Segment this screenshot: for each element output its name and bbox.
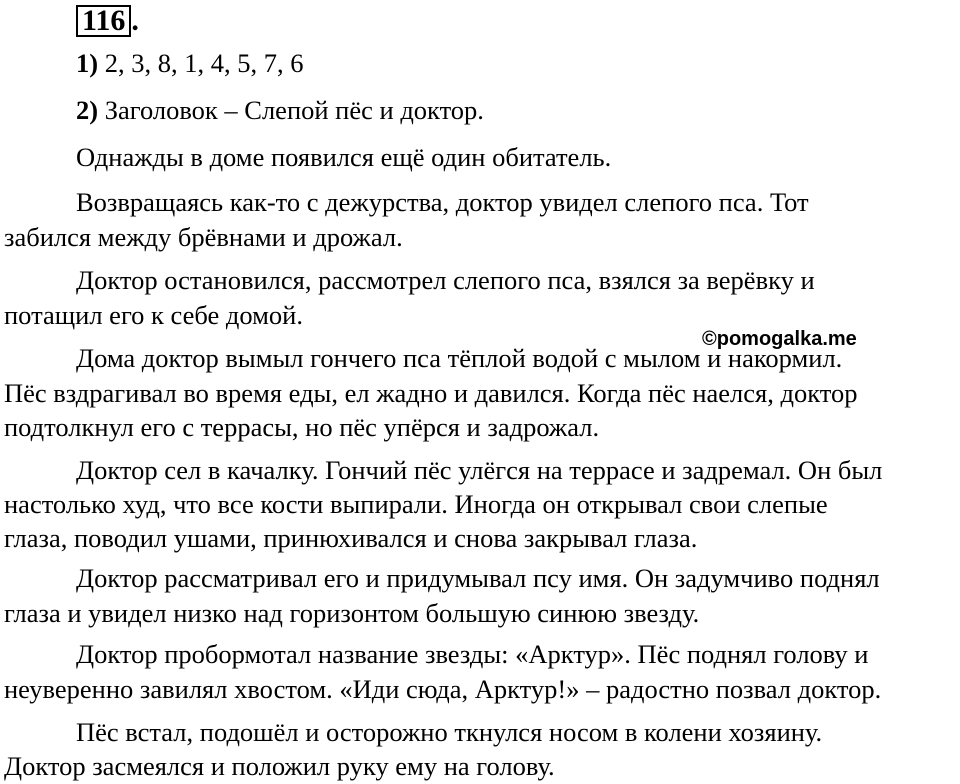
text-line: Пёс вздрагивал во время еды, ел жадно и давился. Когда пёс наелся, доктор <box>4 378 858 408</box>
task-number-dot: . <box>131 4 139 37</box>
text-line: подтолкнул его с террасы, но пёс упёрся и задрожал. <box>4 412 600 442</box>
text-line: глаза, поводил ушами, принюхивался и снова закрывал глаза. <box>4 523 698 553</box>
text-line: потащил его к себе домой. <box>4 300 303 330</box>
text-line: Доктор рассматривал его и придумывал псу имя. Он задумчиво поднял <box>76 563 880 593</box>
answer-1-text: 2, 3, 8, 1, 4, 5, 7, 6 <box>104 48 304 78</box>
text-line: Возвращаясь как-то с дежурства, доктор увидел слепого пса. Тот <box>76 187 809 217</box>
task-number-box: 116 <box>76 5 131 37</box>
task-number <box>76 5 139 37</box>
text-line: настолько худ, что все кости выпирали. Иногда он открывал свои слепые <box>4 489 828 519</box>
answer-1-marker: 1) <box>76 48 99 78</box>
text-line: Доктор остановился, рассмотрел слепого пса, взялся за верёвку и <box>76 265 815 295</box>
text-line: глаза и увидел низко над горизонтом большую синюю звезду. <box>4 598 700 628</box>
text-line: Дома доктор вымыл гончего пса тёплой водой с мылом и накормил. <box>76 343 843 373</box>
text-line: Однажды в доме появился ещё один обитатель. <box>76 142 612 172</box>
text-line: Доктор засмеялся и положил руку ему на голову. <box>4 751 555 781</box>
text-line: забился между брёвнами и дрожал. <box>4 222 403 252</box>
text-line: Доктор сел в качалку. Гончий пёс улёгся на террасе и задремал. Он был <box>76 455 883 485</box>
text-line: Доктор пробормотал название звезды: «Арктур». Пёс поднял голову и <box>76 639 869 669</box>
answer-2 <box>76 92 484 128</box>
answer-2-text: Заголовок – Слепой пёс и доктор. <box>104 95 484 125</box>
text-line: Пёс встал, подошёл и осторожно ткнулся носом в колени хозяину. <box>76 717 823 747</box>
watermark: ©pomogalka.me <box>702 328 857 350</box>
answer-1 <box>76 45 303 81</box>
answer-2-marker: 2) <box>76 95 99 125</box>
text-line: неуверенно завилял хвостом. «Иди сюда, Арктур!» – радостно позвал доктор. <box>4 674 882 704</box>
